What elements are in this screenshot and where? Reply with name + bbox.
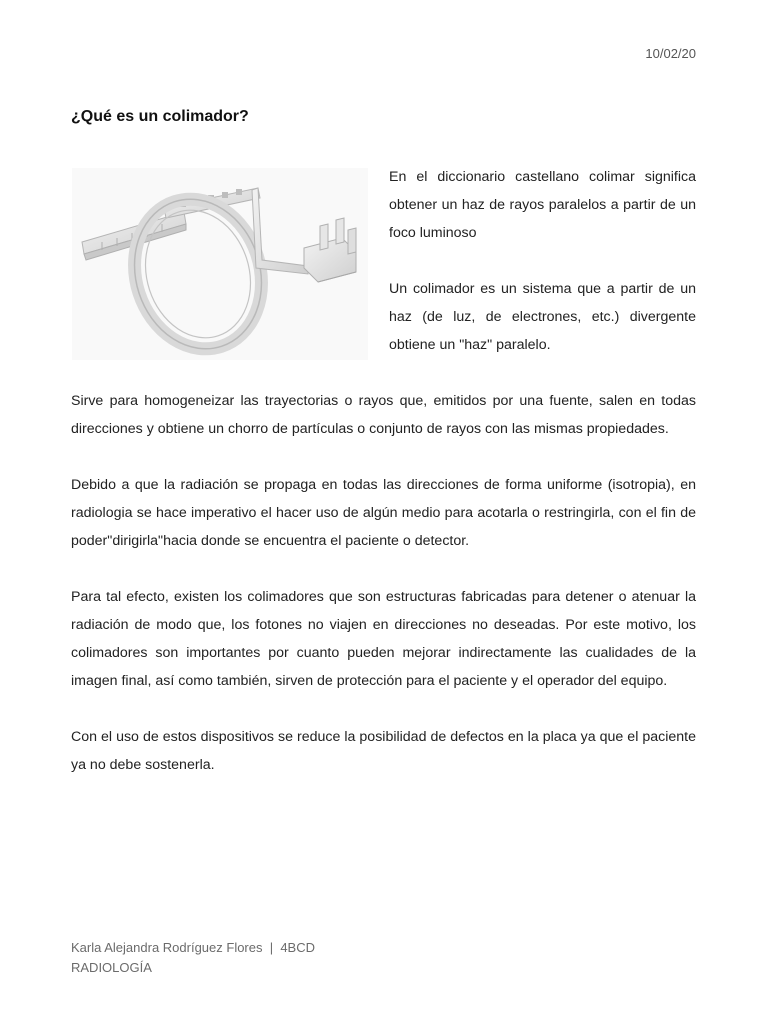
intro-paragraph-definition: En el diccionario castellano colimar significa obtener un haz de rayos paralelos a partir de un foco luminoso [389, 169, 696, 241]
sensor-holder [304, 218, 356, 282]
footer-subject: RADIOLOGÍA [71, 960, 152, 975]
collimator-illustration [72, 168, 368, 360]
page-footer [71, 938, 315, 978]
footer-author: Karla Alejandra Rodríguez Flores | 4BCD [71, 940, 315, 955]
document-title: ¿Qué es un colimador? [71, 108, 249, 125]
body-paragraph: Sirve para homogeneizar las trayectorias o rayos que, emitidos por una fuente, salen en todas direcciones y obtiene un chorro de partículas o conjunto de rayos con las mismas propiedades. [71, 393, 696, 437]
body-paragraph: Con el uso de estos dispositivos se reduce la posibilidad de defectos en la placa ya que el paciente ya no debe sostenerla. [71, 729, 696, 773]
document-body [71, 387, 696, 807]
body-paragraph: Debido a que la radiación se propaga en todas las direcciones de forma uniforme (isotropia), en radiologia se hace imperativo el hacer uso de algún medio para acotarla o restringirla, con el fin de poder"dirigirla"hacia donde se encuentra el paciente o detector. [71, 477, 696, 549]
document-date: 10/02/20 [645, 46, 696, 61]
intro-text [389, 163, 696, 387]
indicator-rod [252, 188, 308, 274]
collimator-device-image [72, 168, 368, 360]
intro-paragraph-system: Un colimador es un sistema que a partir de un haz (de luz, de electrones, etc.) divergente obtiene un "haz" paralelo. [389, 281, 696, 353]
body-paragraph: Para tal efecto, existen los colimadores que son estructuras fabricadas para detener o atenuar la radiación de modo que, los fotones no viajen en direcciones no deseadas. Por este motivo, los colimadores son importantes por cuanto pueden mejorar indirectamente las cualidades de la imagen final, así como también, sirven de protección para el paciente y el operador del equipo. [71, 589, 696, 689]
